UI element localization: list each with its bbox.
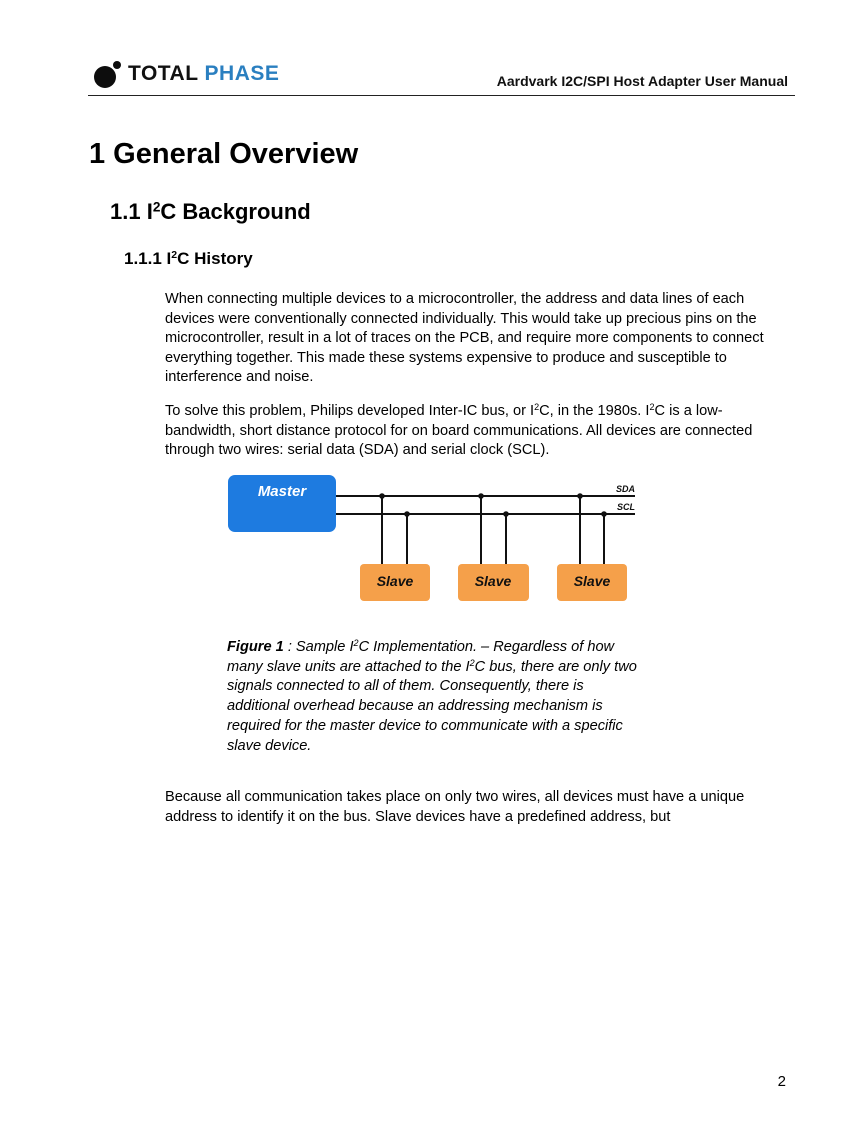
page-number: 2 [777, 1073, 786, 1090]
chapter-heading: 1 General Overview [89, 138, 359, 170]
slave-label-3: Slave [573, 573, 611, 589]
logo-dots-icon [92, 58, 126, 90]
master-label: Master [257, 483, 307, 500]
slave-label-2: Slave [474, 573, 512, 589]
scl-label: SCL [617, 502, 635, 512]
figure-caption: Figure 1 : Sample $I^2C$ Implementation. – Regardless of how many slave units are attached to the $I^2C$ bus, there are only two signals connected to all of them. Consequently, there is additional overhead because an addressing mechanism is required for the master device to communicate with a specific slave device. [227, 638, 637, 754]
paragraph-history: When connecting multiple devices to a microcontroller, the address and data lines of each devices were conventionally connected individually. This would take up precious pins on the microcontroller, result in a lot of traces on the PCB, and require more components to connect everything together. This made these systems expensive to produce and susceptible to interference and noise. [165, 291, 764, 385]
paragraph-addressing: Because all communication takes place on only two wires, all devices must have a unique address to identify it on the bus. Slave devices have a predefined address, but [165, 789, 745, 825]
logo-wordmark: TOTAL PHASE [128, 62, 280, 85]
sda-label: SDA [615, 484, 635, 494]
document-title: Aardvark I2C/SPI Host Adapter User Manual [496, 73, 788, 89]
header-divider [88, 95, 795, 96]
figure-label: Figure 1 [227, 639, 284, 655]
section-heading: 1.1 $I^2C$ Background [110, 199, 311, 224]
total-phase-logo [92, 58, 279, 90]
paragraph-philips: To solve this problem, Philips developed Inter-IC bus, or $I^2C$, in the 1980s. $I^2C$ is a low-bandwidth, short distance protocol for on board communications. All devices are connected through two wires: serial data (SDA) and serial clock (SCL). [165, 402, 753, 458]
slave-label-1: Slave [376, 573, 414, 589]
i2c-bus-diagram [225, 470, 645, 610]
subsection-heading: 1.1.1 $I^2C$ History [124, 249, 253, 268]
